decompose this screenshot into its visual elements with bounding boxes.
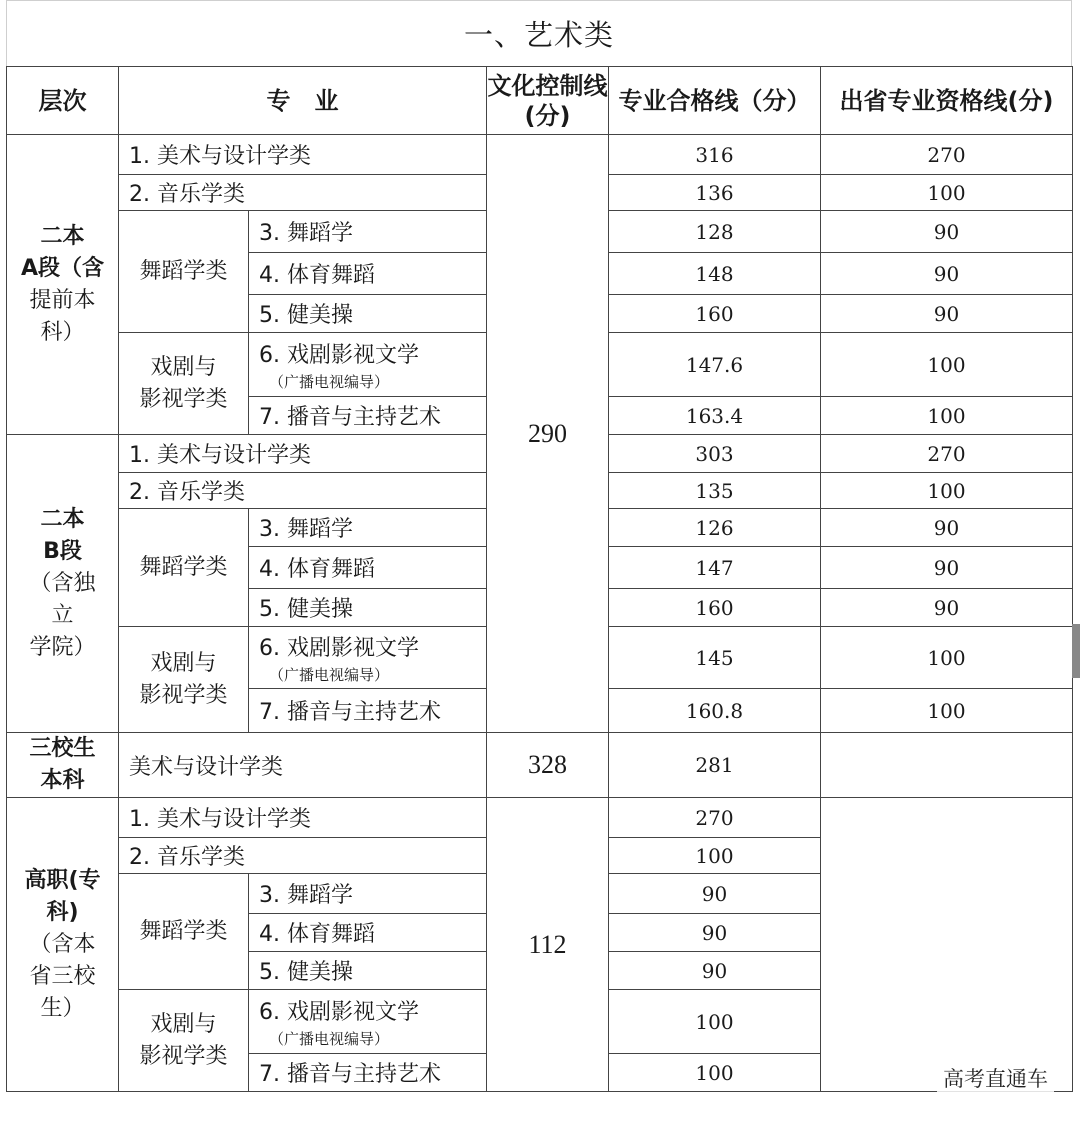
major-cell: 美术与设计学类: [119, 733, 487, 798]
group-drama-line: 戏剧与: [150, 650, 217, 676]
culture-line-sanxiao: 328: [487, 733, 609, 798]
major-cell: 1. 美术与设计学类: [119, 135, 487, 175]
group-dance: 舞蹈学类: [119, 211, 249, 333]
out-line-cell: 100: [821, 627, 1073, 689]
level-erben-a-line: A段（含: [20, 255, 105, 281]
header-major: 专 业: [119, 67, 487, 135]
group-drama-line: 戏剧与: [150, 1011, 217, 1037]
pass-line-cell: 100: [609, 990, 821, 1054]
out-line-cell: 100: [821, 689, 1073, 733]
level-erben-a-line: 二本: [40, 223, 85, 249]
scroll-edge-handle: [1072, 624, 1080, 678]
out-line-cell: 100: [821, 333, 1073, 397]
group-drama: [119, 333, 249, 435]
pass-line-cell: 147.6: [609, 333, 821, 397]
level-gaozhi-line: 生）: [40, 995, 85, 1021]
table-row: [7, 135, 1073, 175]
pass-line-cell: 147: [609, 547, 821, 589]
pass-line-cell: 128: [609, 211, 821, 253]
major-subtitle: （广播电视编导）: [269, 1029, 390, 1048]
major-cell: 2. 音乐学类: [119, 175, 487, 211]
group-drama-line: 影视学类: [139, 386, 228, 412]
major-subtitle: （广播电视编导）: [269, 665, 390, 684]
group-dance: 舞蹈学类: [119, 874, 249, 990]
major-name: 6. 戏剧影视文学: [259, 342, 419, 368]
level-erben-b-line: （含独: [29, 570, 96, 596]
major-subtitle: （广播电视编导）: [269, 372, 390, 391]
out-line-cell: 270: [821, 435, 1073, 473]
level-erben-b-line: 立: [51, 602, 74, 628]
major-cell: [249, 627, 487, 689]
level-erben-b-line: 学院）: [29, 634, 96, 660]
table-row: [7, 798, 1073, 838]
pass-line-cell: 281: [609, 733, 821, 798]
major-cell: 1. 美术与设计学类: [119, 798, 487, 838]
major-cell: 5. 健美操: [249, 952, 487, 990]
group-drama-line: 戏剧与: [150, 354, 217, 380]
major-name: 6. 戏剧影视文学: [259, 999, 419, 1025]
group-drama: [119, 627, 249, 733]
level-sanxiao: [7, 733, 119, 798]
major-cell: 1. 美术与设计学类: [119, 435, 487, 473]
level-erben-b: [7, 435, 119, 733]
major-cell: 5. 健美操: [249, 295, 487, 333]
group-drama: [119, 990, 249, 1092]
header-out-line: 出省专业资格线(分): [821, 67, 1073, 135]
pass-line-cell: 163.4: [609, 397, 821, 435]
pass-line-cell: 90: [609, 952, 821, 990]
level-gaozhi-line: 高职(专: [24, 867, 101, 893]
pass-line-cell: 270: [609, 798, 821, 838]
level-sanxiao-line: 本科: [40, 768, 85, 793]
pass-line-cell: 303: [609, 435, 821, 473]
pass-line-cell: 100: [609, 838, 821, 874]
culture-line-gaozhi: 112: [487, 798, 609, 1092]
table-row: [7, 733, 1073, 798]
pass-line-cell: 145: [609, 627, 821, 689]
major-cell: 4. 体育舞蹈: [249, 253, 487, 295]
pass-line-cell: 136: [609, 175, 821, 211]
pass-line-cell: 148: [609, 253, 821, 295]
major-cell: [249, 990, 487, 1054]
level-erben-b-line: B段: [43, 538, 82, 564]
major-cell: 3. 舞蹈学: [249, 509, 487, 547]
major-cell: 3. 舞蹈学: [249, 874, 487, 914]
header-row: [7, 67, 1073, 135]
out-line-cell: 100: [821, 175, 1073, 211]
pass-line-cell: 90: [609, 914, 821, 952]
out-line-cell: 100: [821, 397, 1073, 435]
group-dance: 舞蹈学类: [119, 509, 249, 627]
level-erben-a-line: 科）: [40, 319, 85, 345]
major-name: 6. 戏剧影视文学: [259, 635, 419, 661]
pass-line-cell: 316: [609, 135, 821, 175]
level-erben-b-line: 二本: [40, 506, 85, 532]
out-line-cell: 90: [821, 253, 1073, 295]
level-erben-a-line: 提前本: [29, 287, 96, 313]
out-line-cell: 90: [821, 211, 1073, 253]
level-gaozhi: [7, 798, 119, 1092]
major-cell: 5. 健美操: [249, 589, 487, 627]
header-pass-line: 专业合格线（分）: [609, 67, 821, 135]
out-line-cell: 90: [821, 509, 1073, 547]
pass-line-cell: 160.8: [609, 689, 821, 733]
major-cell: 2. 音乐学类: [119, 838, 487, 874]
level-gaozhi-line: （含本: [29, 931, 96, 957]
level-erben-a: [7, 135, 119, 435]
major-cell: 7. 播音与主持艺术: [249, 397, 487, 435]
header-level: 层次: [7, 67, 119, 135]
header-culture-line: 文化控制线(分): [487, 67, 609, 135]
out-line-cell: 90: [821, 547, 1073, 589]
table-title: 一、艺术类: [6, 0, 1072, 66]
culture-line-erben: 290: [487, 135, 609, 733]
level-gaozhi-line: 省三校: [29, 963, 96, 989]
out-line-cell: [821, 733, 1073, 798]
pass-line-cell: 100: [609, 1054, 821, 1092]
major-cell: 4. 体育舞蹈: [249, 914, 487, 952]
major-cell: [249, 333, 487, 397]
out-line-cell: 100: [821, 473, 1073, 509]
watermark-label: 高考直通车: [937, 1061, 1054, 1095]
major-cell: 4. 体育舞蹈: [249, 547, 487, 589]
out-line-cell: 90: [821, 589, 1073, 627]
major-cell: 7. 播音与主持艺术: [249, 689, 487, 733]
out-line-cell: [821, 798, 1073, 1092]
pass-line-cell: 90: [609, 874, 821, 914]
pass-line-cell: 135: [609, 473, 821, 509]
pass-line-cell: 126: [609, 509, 821, 547]
major-cell: 7. 播音与主持艺术: [249, 1054, 487, 1092]
pass-line-cell: 160: [609, 295, 821, 333]
level-sanxiao-line: 三校生: [29, 736, 96, 761]
score-table: [6, 66, 1073, 1092]
major-cell: 3. 舞蹈学: [249, 211, 487, 253]
out-line-cell: 90: [821, 295, 1073, 333]
major-cell: 2. 音乐学类: [119, 473, 487, 509]
out-line-cell: 270: [821, 135, 1073, 175]
group-drama-line: 影视学类: [139, 1043, 228, 1069]
pass-line-cell: 160: [609, 589, 821, 627]
level-gaozhi-line: 科): [46, 899, 79, 925]
group-drama-line: 影视学类: [139, 682, 228, 708]
